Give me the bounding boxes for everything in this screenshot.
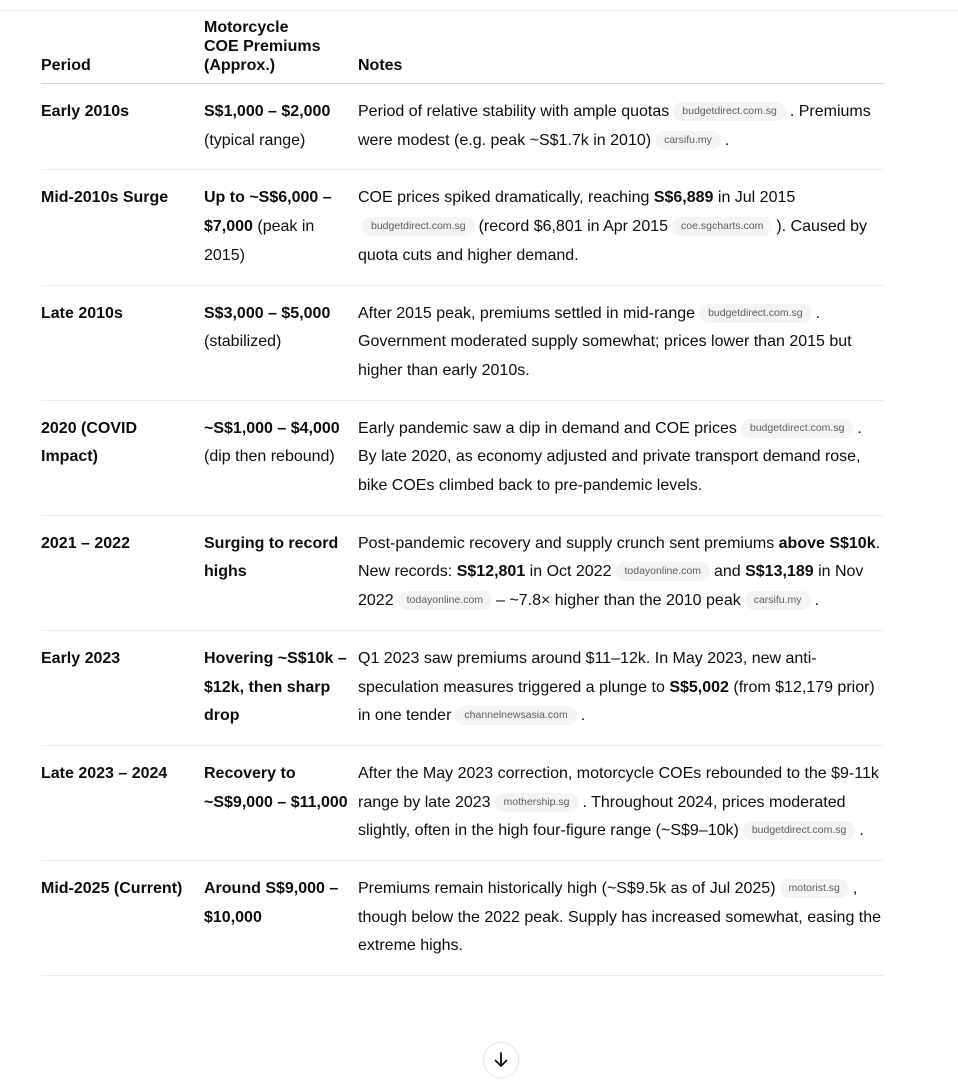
table-row xyxy=(41,630,884,745)
cell-premium xyxy=(204,515,358,630)
table-row xyxy=(41,515,884,630)
coe-premium-table xyxy=(41,18,884,976)
cell-premium xyxy=(204,745,358,860)
notes-text: After the May 2023 correction, motorcycle COEs rebounded to the $9-11k range by late 2023 xyxy=(358,764,879,811)
cell-premium xyxy=(204,861,358,976)
premium-range: Recovery to ~S$9,000 – $11,000 xyxy=(204,764,348,811)
header-premiums-line3: (Approx.) xyxy=(204,57,276,74)
cell-period: 2021 – 2022 xyxy=(41,515,204,630)
cell-period: Mid-2025 (Current) xyxy=(41,861,204,976)
cell-period: Late 2023 – 2024 xyxy=(41,745,204,860)
coe-premium-table-container xyxy=(41,18,884,976)
source-citation-chip[interactable]: budgetdirect.com.sg xyxy=(699,304,812,323)
notes-text: . xyxy=(580,707,586,725)
cell-notes xyxy=(358,84,884,170)
arrow-down-icon xyxy=(492,1051,510,1069)
premium-qualifier: (stabilized) xyxy=(204,333,282,351)
notes-text: . xyxy=(724,131,730,149)
cell-period: Late 2010s xyxy=(41,285,204,400)
cell-premium xyxy=(204,285,358,400)
notes-text: After 2015 peak, premiums settled in mid-range xyxy=(358,304,696,322)
premium-qualifier: (peak in 2015) xyxy=(204,218,315,264)
premium-range: Surging to record highs xyxy=(204,534,339,581)
cell-notes xyxy=(358,861,884,976)
premium-qualifier: (typical range) xyxy=(204,131,306,149)
source-citation-chip[interactable]: budgetdirect.com.sg xyxy=(741,419,854,438)
notes-text: . Premiums were modest (e.g. peak ~S$1.7k in 2010) xyxy=(358,103,871,149)
cell-notes xyxy=(358,285,884,400)
premium-range: S$3,000 – $5,000 xyxy=(204,304,331,322)
notes-text: (from $12,179 prior) in one tender xyxy=(358,678,875,725)
table-row xyxy=(41,861,884,976)
source-citation-chip[interactable]: mothership.sg xyxy=(495,793,579,812)
header-premiums-line1: Motorcycle xyxy=(204,19,289,36)
premium-range: ~S$1,000 – $4,000 xyxy=(204,419,340,437)
source-citation-chip[interactable]: todayonline.com xyxy=(616,562,710,581)
bottom-fade xyxy=(0,1064,958,1084)
cell-period: Early 2023 xyxy=(41,630,204,745)
cell-period: 2020 (COVID Impact) xyxy=(41,400,204,515)
cell-period: Early 2010s xyxy=(41,84,204,170)
table-row xyxy=(41,170,884,285)
source-citation-chip[interactable]: coe.sgcharts.com xyxy=(672,217,772,236)
table-row xyxy=(41,745,884,860)
scroll-to-bottom-button[interactable] xyxy=(483,1042,519,1078)
source-citation-chip[interactable]: carsifu.my xyxy=(745,591,811,610)
top-divider xyxy=(0,10,958,11)
notes-text: in Jul 2015 xyxy=(713,189,796,207)
cell-notes xyxy=(358,400,884,515)
cell-notes xyxy=(358,745,884,860)
cell-period: Mid-2010s Surge xyxy=(41,170,204,285)
table-header-row xyxy=(41,18,884,84)
notes-text: Early pandemic saw a dip in demand and COE prices xyxy=(358,419,737,437)
premium-range: Up to ~S$6,000 – $7,000 xyxy=(204,189,332,236)
source-citation-chip[interactable]: budgetdirect.com.sg xyxy=(743,821,856,840)
cell-premium xyxy=(204,84,358,170)
notes-text: . xyxy=(859,822,864,840)
notes-text: . Throughout 2024, prices moderated slightly, often in the high four-figure range (~S$9–10k) xyxy=(358,793,846,840)
premium-range: Hovering ~S$10k – $12k, then sharp drop xyxy=(204,649,347,725)
notes-text: . xyxy=(814,592,820,610)
cell-premium xyxy=(204,630,358,745)
premium-range: S$1,000 – $2,000 xyxy=(204,103,331,120)
header-notes: Notes xyxy=(358,18,884,84)
notes-highlight: above S$10k xyxy=(778,534,876,552)
cell-notes xyxy=(358,630,884,745)
table-row xyxy=(41,285,884,400)
header-premiums xyxy=(204,18,358,84)
notes-text: Post-pandemic recovery and supply crunch sent premiums xyxy=(358,534,779,552)
cell-premium xyxy=(204,400,358,515)
source-citation-chip[interactable]: motorist.sg xyxy=(780,879,849,898)
source-citation-chip[interactable]: todayonline.com xyxy=(398,591,492,610)
notes-text: . Government moderated supply somewhat; prices lower than 2015 but higher than early 2010s. xyxy=(358,304,852,379)
notes-highlight: S$6,889 xyxy=(653,189,714,207)
notes-text: Period of relative stability with ample quotas xyxy=(358,103,670,120)
table-row xyxy=(41,400,884,515)
notes-text: – ~7.8× higher than the 2010 peak xyxy=(496,592,741,610)
premium-range: Around S$9,000 – $10,000 xyxy=(204,880,339,926)
premium-qualifier: (dip then rebound) xyxy=(204,448,335,466)
notes-text: Q1 2023 saw premiums around $11–12k. In May 2023, new anti-speculation measures triggered a plunge to xyxy=(358,649,817,696)
source-citation-chip[interactable]: channelnewsasia.com xyxy=(455,706,576,725)
source-citation-chip[interactable]: budgetdirect.com.sg xyxy=(362,217,475,236)
source-citation-chip[interactable]: budgetdirect.com.sg xyxy=(673,102,786,121)
cell-notes xyxy=(358,170,884,285)
notes-text: COE prices spiked dramatically, reaching xyxy=(358,189,654,207)
header-period: Period xyxy=(41,18,204,84)
source-citation-chip[interactable]: carsifu.my xyxy=(655,131,721,150)
notes-text: (record $6,801 in Apr 2015 xyxy=(478,218,669,236)
notes-highlight: S$12,801 xyxy=(456,563,526,581)
cell-premium xyxy=(204,170,358,285)
notes-text: in Oct 2022 xyxy=(525,563,612,581)
notes-text: in Nov 2022 xyxy=(358,563,864,610)
notes-text: . By late 2020, as economy adjusted and private transport demand rose, bike COEs climbed back to pre-pandemic levels. xyxy=(358,419,862,495)
header-premiums-line2: COE Premiums xyxy=(204,38,321,55)
notes-text: ). Caused by quota cuts and higher demand. xyxy=(358,218,868,264)
table-row xyxy=(41,84,884,170)
notes-highlight: S$5,002 xyxy=(669,678,729,696)
notes-text: . New records: xyxy=(358,534,881,581)
notes-text: , though below the 2022 peak. Supply has increased somewhat, easing the extreme highs. xyxy=(358,880,882,955)
notes-text: Premiums remain historically high (~S$9.5k as of Jul 2025) xyxy=(358,880,776,898)
notes-highlight: S$13,189 xyxy=(745,563,814,581)
cell-notes xyxy=(358,515,884,630)
notes-text: and xyxy=(713,563,746,581)
